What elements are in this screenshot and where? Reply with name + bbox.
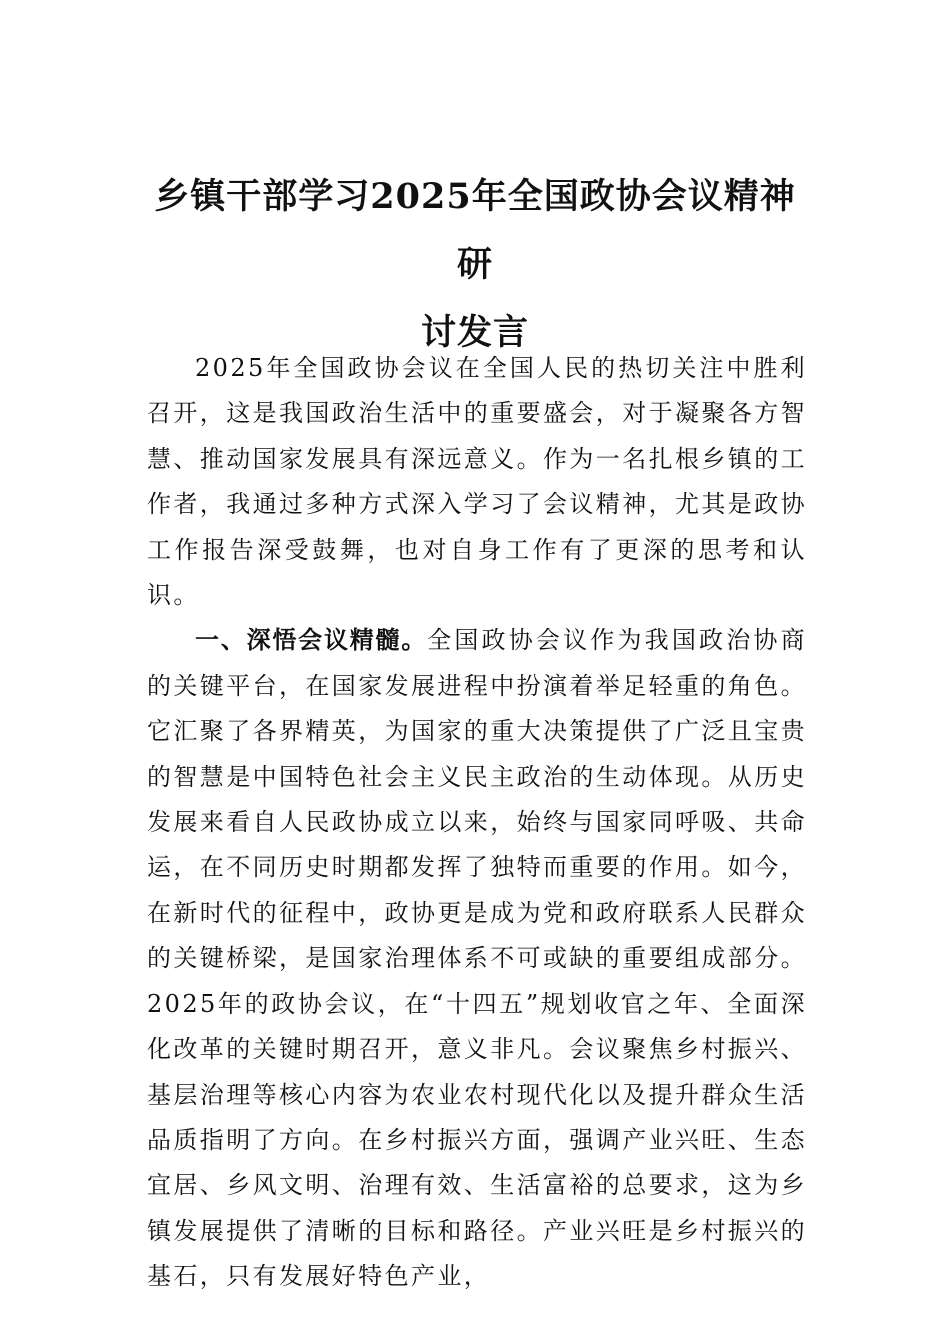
section-1-paragraph [147,618,807,1299]
section-1-heading: 一、深悟会议精髓。 [195,626,428,655]
document-title [140,163,810,367]
title-line-2: 讨发言 [420,312,529,353]
document-body [147,346,807,1300]
section-1-text: 全国政协会议作为我国政治协商的关键平台，在国家发展进程中扮演着举足轻重的角色。它汇聚了各界精英，为国家的重大决策提供了广泛且宝贵的智慧是中国特色社会主义民主政治的生动体现。从历史发展来看自人民政协成立以来，始终与国家同呼吸、共命运，在不同历史时期都发挥了独特而重要的作用。如今，在新时代的征程中，政协更是成为党和政府联系人民群众的关键桥梁，是国家治理体系不可或缺的重要组成部分。2025年的政协会议，在“十四五”规划收官之年、全面深化改革的关键时期召开，意义非凡。会议聚焦乡村振兴、基层治理等核心内容为农业农村现代化以及提升群众生活品质指明了方向。在乡村振兴方面，强调产业兴旺、生态宜居、乡风文明、治理有效、生活富裕的总要求，这为乡镇发展提供了清晰的目标和路径。产业兴旺是乡村振兴的基石，只有发展好特色产业， [147,626,808,1291]
intro-paragraph: 2025年全国政协会议在全国人民的热切关注中胜利召开，这是我国政治生活中的重要盛会，对于凝聚各方智慧、推动国家发展具有深远意义。作为一名扎根乡镇的工作者，我通过多种方式深入学习了会议精神，尤其是政协工作报告深受鼓舞，也对自身工作有了更深的思考和认识。 [147,354,807,610]
title-line-1: 乡镇干部学习2025年全国政协会议精神研 [154,176,796,285]
